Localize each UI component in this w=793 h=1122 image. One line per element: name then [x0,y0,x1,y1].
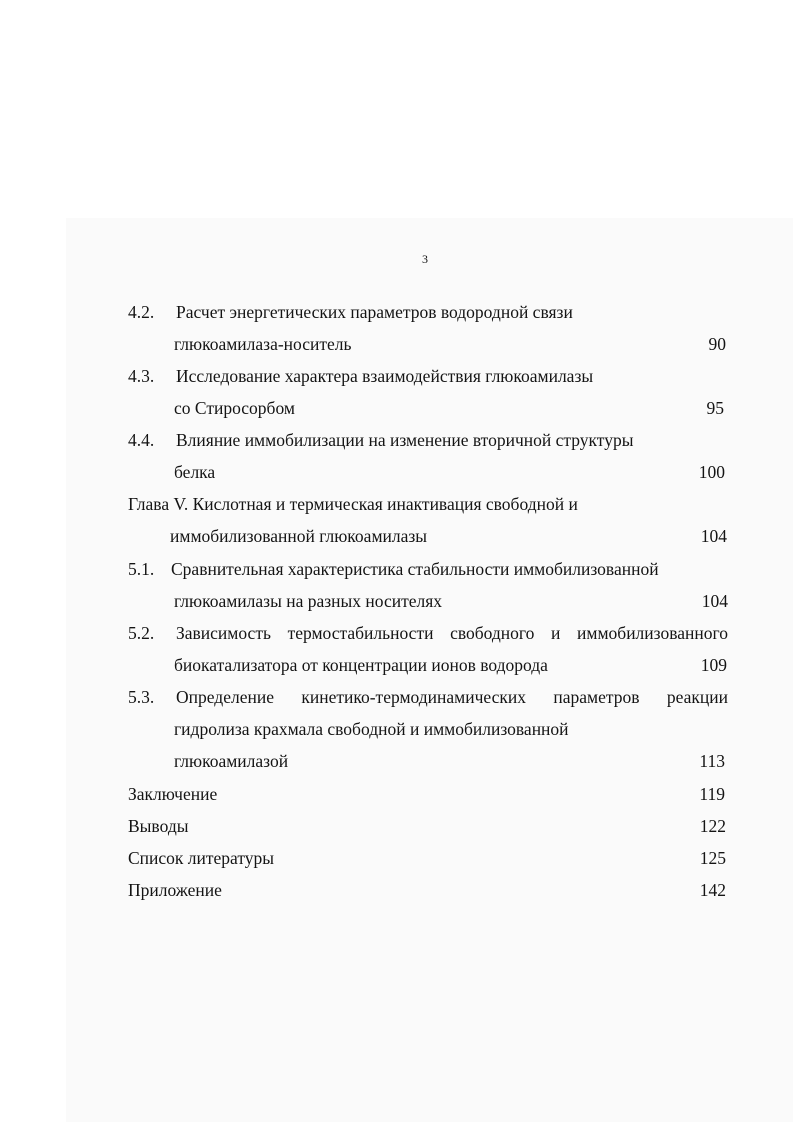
toc-entry-5-1-cont [174,589,728,613]
toc-entry-title-cont: глюкоамилаза-носитель [174,334,352,354]
toc-entry-title-cont: со Стиросорбом [174,398,295,418]
toc-conclusion [128,782,725,806]
toc-entry-4-4-cont [174,460,725,484]
toc-references [128,846,726,870]
toc-entry-page: 109 [700,655,727,675]
toc-entry-4-3 [128,364,728,388]
toc-entry-page: 142 [699,880,726,900]
toc-chapter-title: Глава V. Кислотная и термическая инактивация свободной и [128,494,578,514]
toc-entry-5-2-cont [174,653,727,677]
toc-entry-number: 5.1. [128,559,155,579]
toc-entry-title: Исследование характера взаимодействия глюкоамилазы [176,366,594,386]
toc-entry-title: Приложение [128,880,222,900]
toc-entry-title: Выводы [128,816,189,836]
toc-entry-title-cont: глюкоамилазой [174,751,289,771]
toc-entry-page: 95 [706,398,724,418]
toc-entry-title: Сравнительная характеристика стабильности иммобилизованной [171,559,659,579]
toc-entry-title-cont: гидролиза крахмала свободной и иммобилизованной [174,719,569,739]
toc-entry-4-2 [128,300,728,324]
toc-entry-5-1 [128,557,728,581]
page-number: 3 [422,252,428,266]
toc-entry-page: 100 [698,462,725,482]
toc-entry-number: 4.2. [128,302,155,322]
toc-entry-page: 119 [699,784,725,804]
toc-appendix [128,878,726,902]
toc-entry-5-3-cont2 [174,749,725,773]
toc-entry-title: Заключение [128,784,218,804]
toc-entry-title-cont: биокатализатора от концентрации ионов водорода [174,655,548,675]
toc-entry-title-cont: глюкоамилазы на разных носителях [174,591,443,611]
toc-entry-page: 104 [701,591,728,611]
toc-entry-page: 122 [699,816,726,836]
toc-entry-number: 5.3. [128,687,155,707]
toc-chapter-title-cont: иммобилизованной глюкоамилазы [170,526,428,546]
toc-entry-title: Определение кинетико-термодинамических параметров реакции [176,687,728,707]
toc-entry-number: 4.3. [128,366,155,386]
toc-chapter-5 [128,492,728,516]
toc-findings [128,814,726,838]
toc-entry-page: 90 [708,334,726,354]
toc-entry-page: 125 [699,848,726,868]
toc-entry-page: 113 [699,751,725,771]
toc-entry-4-3-cont [174,396,724,420]
toc-entry-number: 4.4. [128,430,155,450]
toc-entry-page: 104 [700,526,727,546]
toc-entry-5-3 [128,685,728,709]
toc-entry-5-2 [128,621,728,645]
toc-entry-title: Расчет энергетических параметров водородной связи [176,302,573,322]
toc-entry-4-2-cont [174,332,726,356]
toc-entry-number: 5.2. [128,623,155,643]
toc-entry-4-4 [128,428,728,452]
toc-entry-title: Влияние иммобилизации на изменение вторичной структуры [176,430,634,450]
toc-entry-title: Зависимость термостабильности свободного и иммобилизованного [176,623,728,643]
toc-entry-title-cont: белка [174,462,216,482]
toc-entry-5-3-cont [174,717,726,741]
toc-chapter-5-cont [170,524,727,548]
toc-entry-title: Список литературы [128,848,275,868]
